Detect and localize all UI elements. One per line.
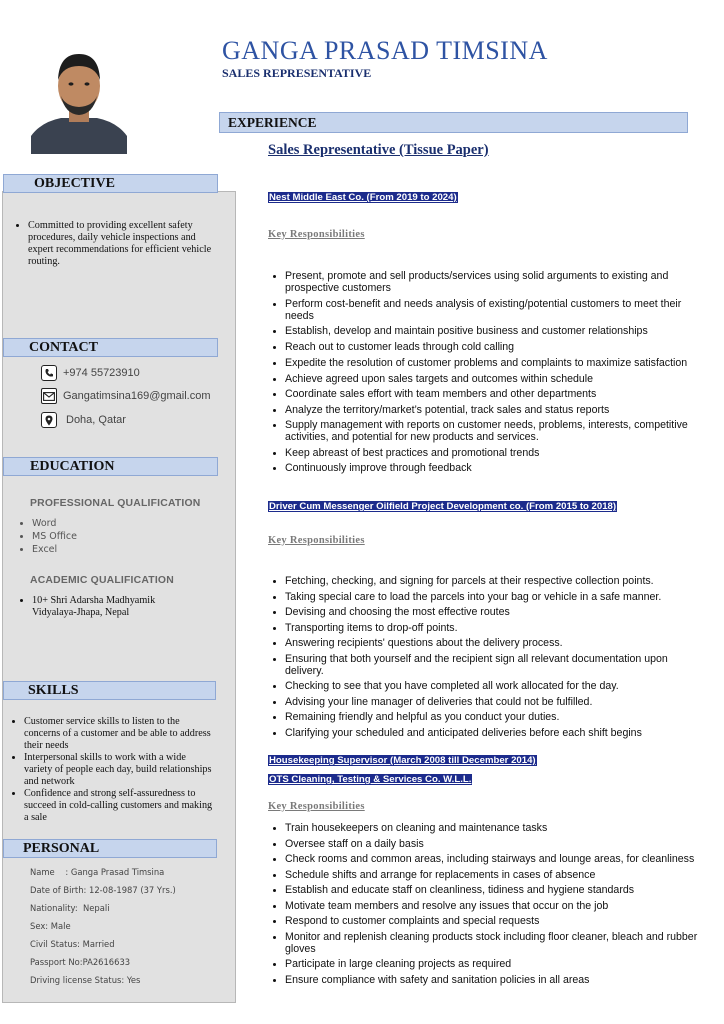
academic-qualification-heading: ACADEMIC QUALIFICATION (30, 575, 174, 586)
job3-responsibilities (270, 822, 705, 989)
phone-icon (41, 365, 57, 381)
personal-civil-status: Civil Status: Married (30, 939, 115, 949)
personal-name: Name : Ganga Prasad Timsina (30, 867, 165, 877)
academic-qualification-list (15, 595, 192, 619)
personal-dob: Date of Birth: 12-08-1987 (37 Yrs.) (30, 885, 176, 895)
job3-company (268, 750, 537, 768)
responsibility-item: • Schedule shifts and arrange for replacements in cases of absence (285, 869, 705, 881)
objective-text: • Committed to providing excellent safety procedures, daily vehicle inspections and expert recommendations for efficient vehicle routing. (28, 220, 218, 268)
contact-location-row (41, 412, 126, 428)
job2-company-label: Driver Cum Messenger Oilfield Project Development co. (From 2015 to 2018) (269, 501, 617, 512)
responsibility-item: • Present, promote and sell products/services using solid arguments to existing and prospective customers (285, 270, 685, 294)
responsibility-item: • Analyze the territory/market’s potential, track sales and status reports (285, 404, 695, 416)
personal-sex: Sex: Male (30, 921, 71, 931)
responsibility-item: • Answering recipients' questions about the delivery process. (285, 637, 685, 649)
contact-phone[interactable]: +974 55723910 (63, 367, 140, 379)
responsibility-item: • Ensure compliance with safety and sanitation policies in all areas (285, 974, 705, 986)
objective-list (11, 220, 218, 268)
personal-heading: PERSONAL (3, 839, 217, 858)
responsibility-item: • Remaining friendly and helpful as you conduct your duties. (285, 711, 685, 723)
responsibility-item: • Participate in large cleaning projects as required (285, 958, 705, 970)
skill-item: • Confidence and strong self-assuredness to succeed in cold-calling customers and making a sale (24, 788, 214, 824)
responsibility-item: • Taking special care to load the parcels into your bag or vehicle in a safe manner. (285, 591, 685, 603)
skills-list (7, 716, 214, 824)
candidate-role: SALES REPRESENTATIVE (222, 66, 372, 80)
contact-heading: CONTACT (3, 338, 218, 357)
qualification-item: • Excel (32, 544, 182, 557)
objective-heading: OBJECTIVE (3, 174, 218, 193)
job3-company-line2 (268, 769, 472, 787)
responsibility-item: • Clarifying your scheduled and anticipated deliveries before each shift begins (285, 727, 685, 739)
responsibility-item: • Oversee staff on a daily basis (285, 838, 705, 850)
email-icon (41, 388, 57, 404)
qualification-item: • MS Office (32, 531, 182, 544)
responsibility-item: • Continuously improve through feedback (285, 462, 695, 474)
responsibility-item: • Train housekeepers on cleaning and maintenance tasks (285, 822, 705, 834)
job1-responsibilities-group1 (270, 270, 685, 356)
responsibility-item: • Monitor and replenish cleaning products stock including floor cleaner, bleach and rubber gloves (285, 931, 705, 955)
personal-driving-license: Driving license Status: Yes (30, 975, 141, 985)
job1-responsibilities-group2 (270, 357, 695, 478)
location-pin-icon (41, 412, 57, 428)
responsibility-item: • Check rooms and common areas, including stairways and lounge areas, for cleanliness (285, 853, 705, 865)
personal-passport: Passport No:PA2616633 (30, 957, 131, 967)
job2-responsibilities (270, 575, 685, 742)
responsibility-item: • Coordinate sales effort with team members and other departments (285, 388, 695, 400)
qualification-item: • Word (32, 518, 182, 531)
responsibility-item: • Supply management with reports on customer needs, problems, interests, competitive activities, and potential for new products and services. (285, 419, 695, 443)
responsibility-item: • Establish and educate staff on cleanliness, tidiness and hygiene standards (285, 884, 705, 896)
professional-qualification-list (10, 518, 182, 556)
job2-key-responsibilities: Key Responsibilities (268, 535, 365, 546)
contact-phone-row (41, 365, 140, 381)
responsibility-item: • Transporting items to drop-off points. (285, 622, 685, 634)
responsibility-item: • Fetching, checking, and signing for parcels at their respective collection points. (285, 575, 685, 587)
responsibility-item: • Devising and choosing the most effective routes (285, 606, 685, 618)
candidate-name: GANGA PRASAD TIMSINA (222, 36, 548, 65)
responsibility-item: • Ensuring that both yourself and the recipient sign all relevant documentation upon delivery. (285, 653, 685, 677)
job3-key-responsibilities: Key Responsibilities (268, 801, 365, 812)
responsibility-item: • Motivate team members and resolve any issues that occur on the job (285, 900, 705, 912)
job3-company-label: Housekeeping Supervisor (March 2008 till December 2014) (269, 755, 536, 766)
skill-item: • Interpersonal skills to work with a wide variety of people each day, build relationships and network (24, 752, 214, 788)
responsibility-item: • Reach out to customer leads through cold calling (285, 341, 685, 353)
education-heading: EDUCATION (3, 457, 218, 476)
responsibility-item: • Perform cost-benefit and needs analysis of existing/potential customers to meet their needs (285, 298, 685, 322)
job1-key-responsibilities: Key Responsibilities (268, 229, 365, 240)
contact-location: Doha, Qatar (66, 414, 126, 426)
contact-email[interactable]: Gangatimsina169@gmail.com (63, 390, 211, 402)
responsibility-item: • Achieve agreed upon sales targets and outcomes within schedule (285, 373, 695, 385)
personal-nationality: Nationality: Nepali (30, 903, 110, 913)
responsibility-item: • Establish, develop and maintain positive business and customer relationships (285, 325, 685, 337)
academic-item: • 10+ Shri Adarsha Madhyamik Vidyalaya-Jhapa, Nepal (32, 595, 192, 619)
job2-company (268, 496, 617, 514)
job3-employer-label: OTS Cleaning, Testing & Services Co. W.L.L. (269, 774, 472, 785)
responsibility-item: • Keep abreast of best practices and promotional trends (285, 447, 695, 459)
profile-photo (31, 40, 127, 154)
job-title: Sales Representative (Tissue Paper) (268, 142, 489, 158)
skills-heading: SKILLS (3, 681, 216, 700)
contact-email-row (41, 388, 211, 404)
responsibility-item: • Checking to see that you have completed all work allocated for the day. (285, 680, 685, 692)
job1-company (268, 187, 458, 205)
avatar-illustration (31, 40, 127, 154)
responsibility-item: • Advising your line manager of deliveries that could not be fulfilled. (285, 696, 685, 708)
skill-item: • Customer service skills to listen to the concerns of a customer and be able to address their needs (24, 716, 214, 752)
experience-heading: EXPERIENCE (219, 112, 688, 133)
responsibility-item: • Expedite the resolution of customer problems and complaints to maximize satisfaction (285, 357, 695, 369)
job1-company-label: Nest Middle East Co. (From 2019 to 2024) (269, 192, 457, 203)
responsibility-item: • Respond to customer complaints and special requests (285, 915, 705, 927)
professional-qualification-heading: PROFESSIONAL QUALIFICATION (30, 498, 201, 509)
